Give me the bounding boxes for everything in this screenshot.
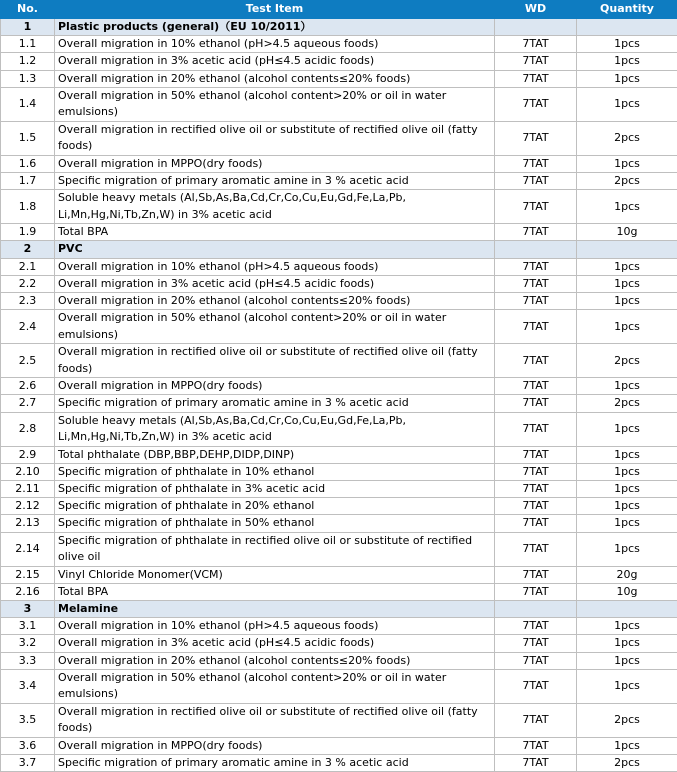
table-row: [1, 583, 677, 600]
row-number: 3.3: [1, 652, 55, 669]
row-number: 1.2: [1, 53, 55, 70]
working-days: 7TAT: [495, 669, 577, 703]
section-wd-empty: [495, 19, 577, 36]
test-item: Overall migration in 3% acetic acid (pH≤4.5 acidic foods): [55, 635, 495, 652]
quantity: 1pcs: [577, 618, 677, 635]
working-days: 7TAT: [495, 532, 577, 566]
table-row: [1, 635, 677, 652]
test-item: Soluble heavy metals (Al,Sb,As,Ba,Cd,Cr,Co,Cu,Eu,Gd,Fe,La,Pb, Li,Mn,Hg,Ni,Tb,Zn,W) in 3% acetic acid: [55, 190, 495, 224]
test-item: Overall migration in rectified olive oil or substitute of rectified olive oil (fatty foods): [55, 344, 495, 378]
working-days: 7TAT: [495, 481, 577, 498]
col-header-test-item: Test Item: [55, 1, 495, 19]
quantity: 1pcs: [577, 293, 677, 310]
section-title: Plastic products (general)（EU 10/2011）: [55, 19, 495, 36]
working-days: 7TAT: [495, 618, 577, 635]
col-header-wd: WD: [495, 1, 577, 19]
quantity: 2pcs: [577, 395, 677, 412]
section-number: 3: [1, 601, 55, 618]
table-row: [1, 36, 677, 53]
quantity: 10g: [577, 583, 677, 600]
row-number: 3.5: [1, 703, 55, 737]
test-item: Overall migration in MPPO(dry foods): [55, 378, 495, 395]
section-row: [1, 241, 677, 258]
test-item: Overall migration in 10% ethanol (pH>4.5 aqueous foods): [55, 618, 495, 635]
table-row: [1, 412, 677, 446]
working-days: 7TAT: [495, 121, 577, 155]
table-row: [1, 463, 677, 480]
row-number: 1.9: [1, 224, 55, 241]
table-row: [1, 498, 677, 515]
row-number: 3.6: [1, 737, 55, 754]
table-row: [1, 53, 677, 70]
header-row: [1, 1, 677, 19]
test-item: Specific migration of phthalate in 20% ethanol: [55, 498, 495, 515]
row-number: 3.2: [1, 635, 55, 652]
section-title: Melamine: [55, 601, 495, 618]
working-days: 7TAT: [495, 378, 577, 395]
test-item: Overall migration in rectified olive oil or substitute of rectified olive oil (fatty foods): [55, 121, 495, 155]
quantity: 1pcs: [577, 190, 677, 224]
row-number: 2.15: [1, 566, 55, 583]
quantity: 1pcs: [577, 378, 677, 395]
working-days: 7TAT: [495, 755, 577, 772]
table-row: [1, 344, 677, 378]
test-item: Overall migration in 10% ethanol (pH>4.5 aqueous foods): [55, 36, 495, 53]
section-wd-empty: [495, 241, 577, 258]
quantity: 1pcs: [577, 275, 677, 292]
section-number: 2: [1, 241, 55, 258]
working-days: 7TAT: [495, 412, 577, 446]
table-row: [1, 258, 677, 275]
table-row: [1, 70, 677, 87]
row-number: 1.6: [1, 155, 55, 172]
row-number: 2.12: [1, 498, 55, 515]
row-number: 2.8: [1, 412, 55, 446]
working-days: 7TAT: [495, 446, 577, 463]
table-row: [1, 224, 677, 241]
working-days: 7TAT: [495, 36, 577, 53]
table-row: [1, 755, 677, 772]
table-body: [1, 19, 677, 772]
working-days: 7TAT: [495, 87, 577, 121]
quantity: 1pcs: [577, 258, 677, 275]
test-item: Overall migration in 3% acetic acid (pH≤4.5 acidic foods): [55, 275, 495, 292]
test-item: Overall migration in 50% ethanol (alcohol content>20% or oil in water emulsions): [55, 310, 495, 344]
working-days: 7TAT: [495, 190, 577, 224]
table-row: [1, 566, 677, 583]
table-row: [1, 481, 677, 498]
quantity: 1pcs: [577, 53, 677, 70]
test-item: Specific migration of phthalate in 10% ethanol: [55, 463, 495, 480]
row-number: 1.8: [1, 190, 55, 224]
row-number: 2.1: [1, 258, 55, 275]
test-item: Overall migration in 10% ethanol (pH>4.5 aqueous foods): [55, 258, 495, 275]
quantity: 2pcs: [577, 344, 677, 378]
section-row: [1, 19, 677, 36]
working-days: 7TAT: [495, 498, 577, 515]
row-number: 2.14: [1, 532, 55, 566]
row-number: 2.7: [1, 395, 55, 412]
working-days: 7TAT: [495, 224, 577, 241]
quantity: 1pcs: [577, 532, 677, 566]
working-days: 7TAT: [495, 293, 577, 310]
quantity: 2pcs: [577, 121, 677, 155]
quantity: 2pcs: [577, 755, 677, 772]
test-item: Specific migration of phthalate in 50% ethanol: [55, 515, 495, 532]
table-row: [1, 395, 677, 412]
table-row: [1, 155, 677, 172]
test-item: Soluble heavy metals (Al,Sb,As,Ba,Cd,Cr,Co,Cu,Eu,Gd,Fe,La,Pb, Li,Mn,Hg,Ni,Tb,Zn,W) in 3% acetic acid: [55, 412, 495, 446]
table-row: [1, 378, 677, 395]
test-item: Overall migration in 20% ethanol (alcohol contents≤20% foods): [55, 293, 495, 310]
quantity: 1pcs: [577, 463, 677, 480]
row-number: 1.7: [1, 173, 55, 190]
working-days: 7TAT: [495, 703, 577, 737]
row-number: 2.10: [1, 463, 55, 480]
table-row: [1, 652, 677, 669]
test-item: Total BPA: [55, 583, 495, 600]
quantity: 1pcs: [577, 635, 677, 652]
test-item: Overall migration in 50% ethanol (alcohol content>20% or oil in water emulsions): [55, 87, 495, 121]
working-days: 7TAT: [495, 258, 577, 275]
working-days: 7TAT: [495, 737, 577, 754]
row-number: 2.4: [1, 310, 55, 344]
working-days: 7TAT: [495, 173, 577, 190]
working-days: 7TAT: [495, 275, 577, 292]
working-days: 7TAT: [495, 515, 577, 532]
table-row: [1, 532, 677, 566]
test-item: Total phthalate (DBP,BBP,DEHP,DIDP,DINP): [55, 446, 495, 463]
quantity: 20g: [577, 566, 677, 583]
table-row: [1, 310, 677, 344]
table-row: [1, 669, 677, 703]
quantity: 1pcs: [577, 737, 677, 754]
working-days: 7TAT: [495, 310, 577, 344]
quantity: 1pcs: [577, 412, 677, 446]
section-qty-empty: [577, 601, 677, 618]
quantity: 1pcs: [577, 498, 677, 515]
table-row: [1, 190, 677, 224]
test-item: Overall migration in MPPO(dry foods): [55, 155, 495, 172]
row-number: 3.4: [1, 669, 55, 703]
table-row: [1, 173, 677, 190]
section-qty-empty: [577, 241, 677, 258]
table-row: [1, 121, 677, 155]
section-number: 1: [1, 19, 55, 36]
table-row: [1, 446, 677, 463]
row-number: 2.5: [1, 344, 55, 378]
test-item: Overall migration in 50% ethanol (alcohol content>20% or oil in water emulsions): [55, 669, 495, 703]
table-row: [1, 293, 677, 310]
table-row: [1, 87, 677, 121]
quantity: 1pcs: [577, 36, 677, 53]
row-number: 2.11: [1, 481, 55, 498]
row-number: 2.9: [1, 446, 55, 463]
quantity: 1pcs: [577, 481, 677, 498]
quantity: 1pcs: [577, 155, 677, 172]
working-days: 7TAT: [495, 70, 577, 87]
row-number: 2.2: [1, 275, 55, 292]
row-number: 2.6: [1, 378, 55, 395]
section-title: PVC: [55, 241, 495, 258]
row-number: 2.13: [1, 515, 55, 532]
test-item: Overall migration in rectified olive oil or substitute of rectified olive oil (fatty foods): [55, 703, 495, 737]
row-number: 1.1: [1, 36, 55, 53]
table-row: [1, 618, 677, 635]
test-item: Specific migration of primary aromatic amine in 3 % acetic acid: [55, 173, 495, 190]
section-qty-empty: [577, 19, 677, 36]
working-days: 7TAT: [495, 53, 577, 70]
test-item: Overall migration in 3% acetic acid (pH≤4.5 acidic foods): [55, 53, 495, 70]
working-days: 7TAT: [495, 344, 577, 378]
test-item: Specific migration of primary aromatic amine in 3 % acetic acid: [55, 755, 495, 772]
row-number: 1.4: [1, 87, 55, 121]
quantity: 1pcs: [577, 310, 677, 344]
table-row: [1, 275, 677, 292]
test-item: Specific migration of primary aromatic amine in 3 % acetic acid: [55, 395, 495, 412]
quantity: 1pcs: [577, 669, 677, 703]
quantity: 1pcs: [577, 652, 677, 669]
col-header-no: No.: [1, 1, 55, 19]
row-number: 2.16: [1, 583, 55, 600]
table-row: [1, 737, 677, 754]
section-wd-empty: [495, 601, 577, 618]
working-days: 7TAT: [495, 583, 577, 600]
quantity: 10g: [577, 224, 677, 241]
test-item: Specific migration of phthalate in rectified olive oil or substitute of rectified olive oil: [55, 532, 495, 566]
row-number: 1.3: [1, 70, 55, 87]
quantity: 1pcs: [577, 87, 677, 121]
test-item: Overall migration in 20% ethanol (alcohol contents≤20% foods): [55, 70, 495, 87]
quantity: 1pcs: [577, 515, 677, 532]
section-row: [1, 601, 677, 618]
working-days: 7TAT: [495, 155, 577, 172]
test-item: Vinyl Chloride Monomer(VCM): [55, 566, 495, 583]
row-number: 2.3: [1, 293, 55, 310]
row-number: 1.5: [1, 121, 55, 155]
test-item: Overall migration in MPPO(dry foods): [55, 737, 495, 754]
quantity: 1pcs: [577, 446, 677, 463]
quantity: 2pcs: [577, 173, 677, 190]
row-number: 3.7: [1, 755, 55, 772]
col-header-quantity: Quantity: [577, 1, 677, 19]
working-days: 7TAT: [495, 463, 577, 480]
test-item: Specific migration of phthalate in 3% acetic acid: [55, 481, 495, 498]
test-item: Overall migration in 20% ethanol (alcohol contents≤20% foods): [55, 652, 495, 669]
quantity: 2pcs: [577, 703, 677, 737]
working-days: 7TAT: [495, 395, 577, 412]
row-number: 3.1: [1, 618, 55, 635]
table-row: [1, 515, 677, 532]
quantity: 1pcs: [577, 70, 677, 87]
working-days: 7TAT: [495, 566, 577, 583]
table-row: [1, 703, 677, 737]
test-item: Total BPA: [55, 224, 495, 241]
working-days: 7TAT: [495, 652, 577, 669]
working-days: 7TAT: [495, 635, 577, 652]
